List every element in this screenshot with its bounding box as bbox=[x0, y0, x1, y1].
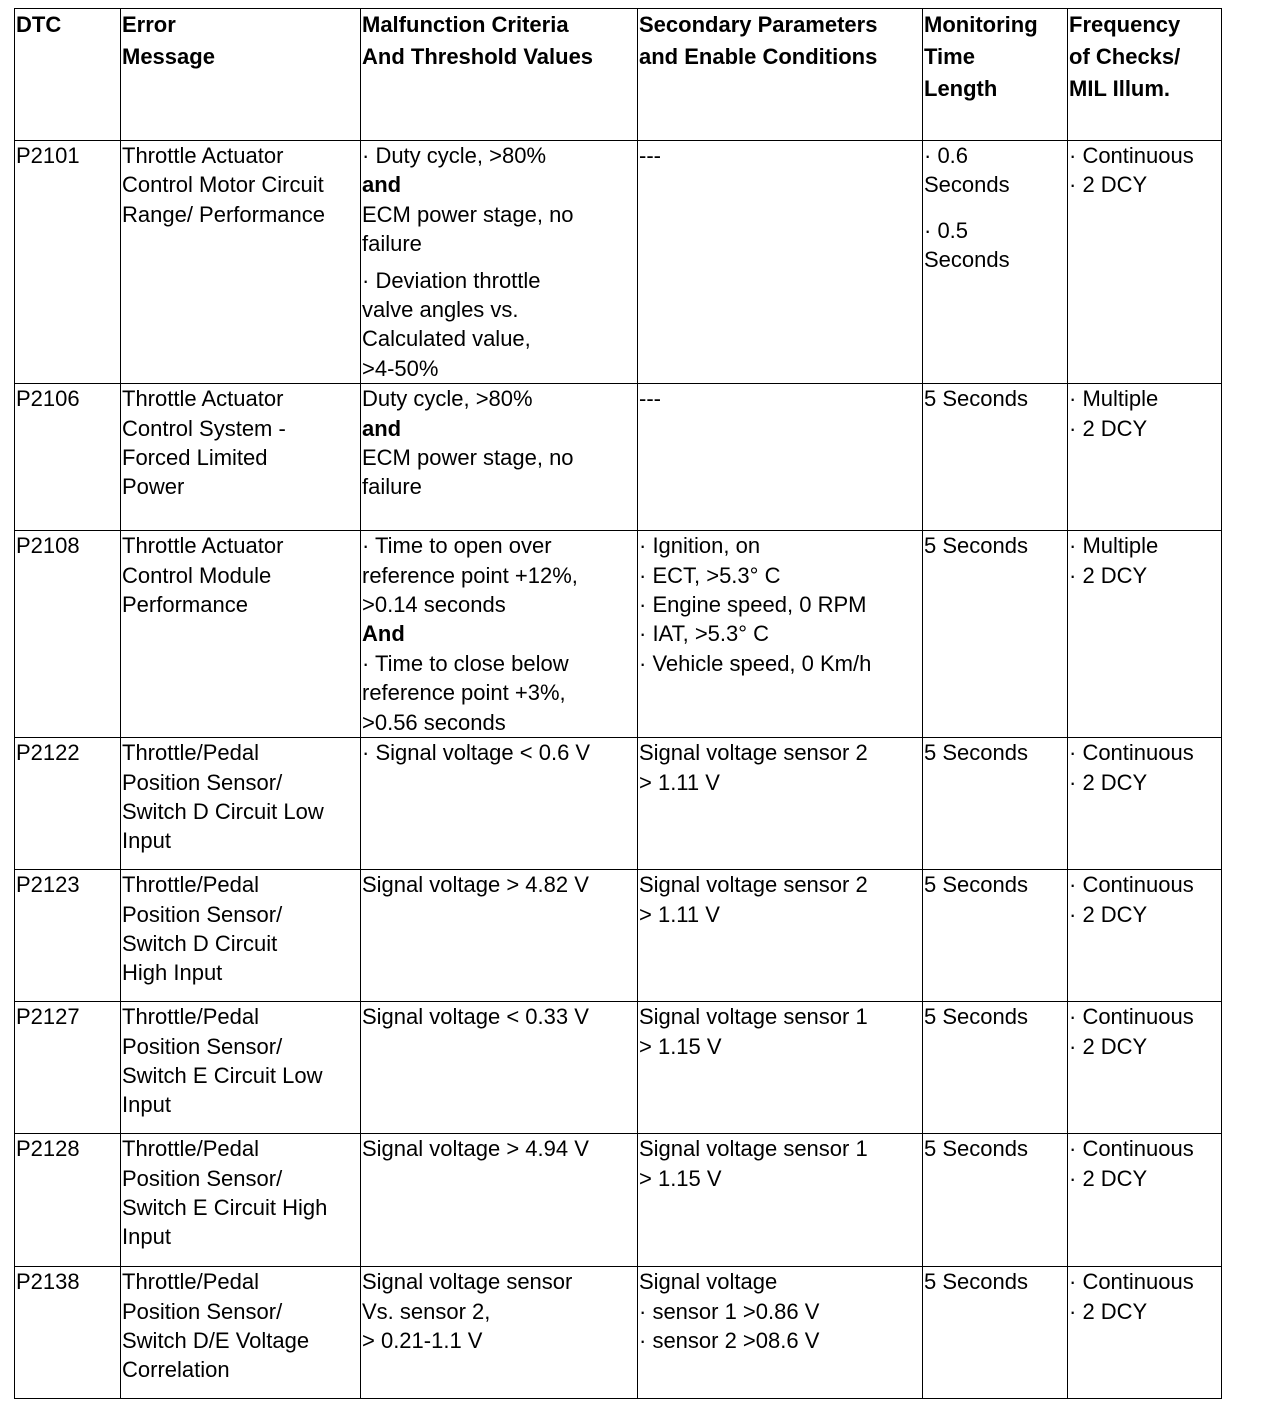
monitoring-time: 5 Seconds bbox=[923, 870, 1068, 1002]
dtc-code: P2128 bbox=[15, 1134, 121, 1267]
dtc-code: P2101 bbox=[15, 141, 121, 384]
monitoring-time: 5 Seconds bbox=[923, 1002, 1068, 1134]
criteria-keyword: and bbox=[362, 415, 402, 441]
error-message: Throttle Actuator Control System - Forced Limited Power bbox=[121, 384, 361, 531]
header-row bbox=[15, 9, 1222, 141]
error-message: Throttle/Pedal Position Sensor/ Switch D Circuit Low Input bbox=[121, 738, 361, 870]
malfunction-criteria: Signal voltage < 0.33 V bbox=[361, 1002, 638, 1134]
malfunction-criteria: · Signal voltage < 0.6 V bbox=[361, 738, 638, 870]
header-error-message: Error Message bbox=[121, 9, 361, 141]
error-message: Throttle Actuator Control Motor Circuit Range/ Performance bbox=[121, 141, 361, 384]
monitoring-time: · 0.6 Seconds · 0.5 Seconds bbox=[923, 141, 1068, 384]
dtc-code: P2123 bbox=[15, 870, 121, 1002]
check-frequency: · Continuous · 2 DCY bbox=[1068, 1002, 1222, 1134]
criteria-keyword: And bbox=[362, 621, 405, 647]
malfunction-criteria: · Duty cycle, >80% and ECM power stage, no failure · Deviation throttle valve angles vs. Calculated value, >4-50% bbox=[361, 141, 638, 384]
secondary-parameters: --- bbox=[638, 141, 923, 384]
header-dtc: DTC bbox=[15, 9, 121, 141]
header-monitoring-time: Monitoring Time Length bbox=[923, 9, 1068, 141]
monitoring-time: 5 Seconds bbox=[923, 1267, 1068, 1399]
header-secondary-parameters: Secondary Parameters and Enable Conditions bbox=[638, 9, 923, 141]
error-message: Throttle/Pedal Position Sensor/ Switch E Circuit Low Input bbox=[121, 1002, 361, 1134]
malfunction-criteria: Duty cycle, >80% and ECM power stage, no failure bbox=[361, 384, 638, 531]
monitoring-time: 5 Seconds bbox=[923, 531, 1068, 738]
check-frequency: · Multiple · 2 DCY bbox=[1068, 384, 1222, 531]
check-frequency: · Continuous · 2 DCY bbox=[1068, 1134, 1222, 1267]
error-message: Throttle Actuator Control Module Performance bbox=[121, 531, 361, 738]
table-row bbox=[15, 531, 1222, 738]
monitoring-time: 5 Seconds bbox=[923, 1134, 1068, 1267]
malfunction-criteria: Signal voltage > 4.82 V bbox=[361, 870, 638, 1002]
check-frequency: · Continuous · 2 DCY bbox=[1068, 870, 1222, 1002]
malfunction-criteria: Signal voltage sensor Vs. sensor 2, > 0.21-1.1 V bbox=[361, 1267, 638, 1399]
monitoring-time: 5 Seconds bbox=[923, 738, 1068, 870]
secondary-parameters: Signal voltage sensor 2 > 1.11 V bbox=[638, 870, 923, 1002]
table-row bbox=[15, 870, 1222, 1002]
table-row bbox=[15, 141, 1222, 384]
check-frequency: · Continuous · 2 DCY bbox=[1068, 1267, 1222, 1399]
secondary-parameters: Signal voltage sensor 2 > 1.11 V bbox=[638, 738, 923, 870]
secondary-parameters: Signal voltage sensor 1 > 1.15 V bbox=[638, 1002, 923, 1134]
table-row bbox=[15, 1134, 1222, 1267]
secondary-parameters: Signal voltage sensor 1 > 1.15 V bbox=[638, 1134, 923, 1267]
dtc-code: P2127 bbox=[15, 1002, 121, 1134]
dtc-table bbox=[14, 8, 1222, 1399]
table-row bbox=[15, 1002, 1222, 1134]
header-frequency: Frequency of Checks/ MIL Illum. bbox=[1068, 9, 1222, 141]
secondary-parameters: · Ignition, on · ECT, >5.3° C · Engine speed, 0 RPM · IAT, >5.3° C · Vehicle speed, 0 Km/h bbox=[638, 531, 923, 738]
malfunction-criteria: · Time to open over reference point +12%, >0.14 seconds And · Time to close below reference point +3%, >0.56 seconds bbox=[361, 531, 638, 738]
dtc-code: P2138 bbox=[15, 1267, 121, 1399]
dtc-code: P2106 bbox=[15, 384, 121, 531]
criteria-keyword: and bbox=[362, 172, 402, 198]
dtc-code: P2108 bbox=[15, 531, 121, 738]
check-frequency: · Continuous · 2 DCY bbox=[1068, 738, 1222, 870]
error-message: Throttle/Pedal Position Sensor/ Switch D Circuit High Input bbox=[121, 870, 361, 1002]
table-row bbox=[15, 1267, 1222, 1399]
secondary-parameters: --- bbox=[638, 384, 923, 531]
malfunction-criteria: Signal voltage > 4.94 V bbox=[361, 1134, 638, 1267]
table-row bbox=[15, 384, 1222, 531]
secondary-parameters: Signal voltage · sensor 1 >0.86 V · sensor 2 >08.6 V bbox=[638, 1267, 923, 1399]
table-row bbox=[15, 738, 1222, 870]
header-malfunction-criteria: Malfunction Criteria And Threshold Values bbox=[361, 9, 638, 141]
dtc-code: P2122 bbox=[15, 738, 121, 870]
check-frequency: · Continuous · 2 DCY bbox=[1068, 141, 1222, 384]
monitoring-time: 5 Seconds bbox=[923, 384, 1068, 531]
error-message: Throttle/Pedal Position Sensor/ Switch D/E Voltage Correlation bbox=[121, 1267, 361, 1399]
check-frequency: · Multiple · 2 DCY bbox=[1068, 531, 1222, 738]
error-message: Throttle/Pedal Position Sensor/ Switch E Circuit High Input bbox=[121, 1134, 361, 1267]
